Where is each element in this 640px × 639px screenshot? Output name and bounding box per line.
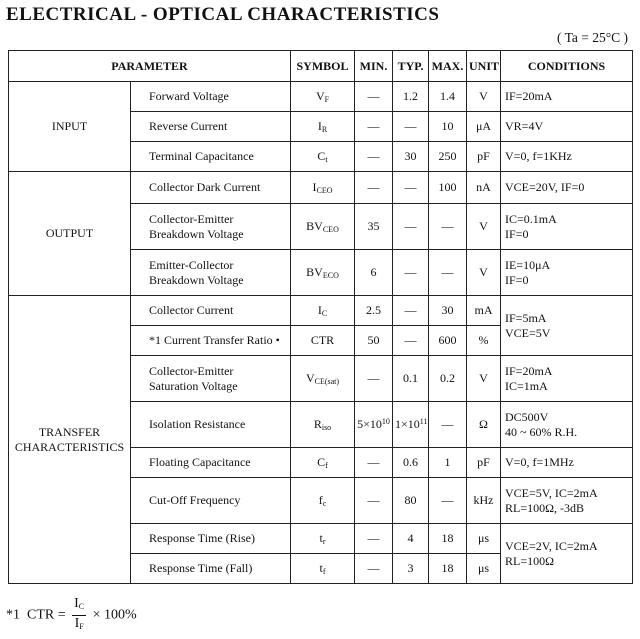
ctr-fraction bbox=[72, 596, 86, 635]
parameter-name-line2: Saturation Voltage bbox=[149, 378, 238, 393]
parameter-name: Reverse Current bbox=[149, 119, 228, 133]
condition-line: V=0, f=1KHz bbox=[505, 149, 572, 163]
parameter-cell bbox=[131, 112, 291, 142]
symbol-subscript: t bbox=[325, 154, 328, 164]
symbol-main: t bbox=[319, 560, 323, 575]
parameter-name: Terminal Capacitance bbox=[149, 149, 254, 163]
parameter-cell bbox=[131, 204, 291, 250]
unit-cell: μA bbox=[467, 112, 501, 142]
characteristics-table bbox=[8, 50, 633, 584]
min-cell bbox=[355, 112, 393, 142]
table-row bbox=[9, 172, 633, 204]
header-max: MAX. bbox=[429, 51, 467, 82]
header-parameter: PARAMETER bbox=[9, 51, 291, 82]
header-symbol: SYMBOL bbox=[291, 51, 355, 82]
condition-line-2: IC=1mA bbox=[505, 378, 548, 393]
unit-cell: nA bbox=[467, 172, 501, 204]
max-value: — bbox=[441, 493, 454, 507]
max-value: 600 bbox=[438, 333, 457, 347]
min-value: 50 bbox=[367, 333, 380, 347]
condition-line: IF=20mA bbox=[505, 89, 553, 103]
parameter-cell bbox=[131, 356, 291, 402]
symbol-cell bbox=[291, 326, 355, 356]
max-value: 1.4 bbox=[440, 89, 456, 103]
min-cell bbox=[355, 524, 393, 554]
min-value: — bbox=[367, 493, 380, 507]
typ-exponent: 11 bbox=[419, 417, 428, 426]
condition-line: VR=4V bbox=[505, 119, 544, 133]
unit-cell: pF bbox=[467, 448, 501, 478]
condition-line: IC=0.1mA bbox=[505, 211, 557, 226]
min-cell bbox=[355, 326, 393, 356]
symbol-cell bbox=[291, 142, 355, 172]
conditions-cell bbox=[501, 296, 633, 356]
max-value: 30 bbox=[441, 303, 454, 317]
unit-cell: mA bbox=[467, 296, 501, 326]
symbol-main: I bbox=[317, 302, 322, 317]
condition-line: IF=5mA bbox=[505, 310, 547, 325]
symbol-main: I bbox=[312, 179, 317, 194]
symbol-main: BV bbox=[306, 218, 323, 233]
condition-line: IE=10μA bbox=[505, 257, 551, 272]
max-cell bbox=[429, 554, 467, 584]
typ-value: — bbox=[404, 119, 417, 133]
parameter-name-line2: Breakdown Voltage bbox=[149, 226, 244, 241]
symbol-cell bbox=[291, 112, 355, 142]
min-cell bbox=[355, 402, 393, 448]
max-cell bbox=[429, 82, 467, 112]
typ-cell bbox=[393, 356, 429, 402]
condition-line-2: IF=0 bbox=[505, 272, 529, 287]
min-cell bbox=[355, 250, 393, 296]
typ-value: 4 bbox=[407, 531, 414, 545]
symbol-subscript: iso bbox=[321, 422, 332, 432]
symbol-cell bbox=[291, 82, 355, 112]
condition-line-2: RL=100Ω bbox=[505, 553, 555, 568]
conditions-cell bbox=[501, 82, 633, 112]
unit-cell: V bbox=[467, 250, 501, 296]
fraction-numerator: $I_C$ bbox=[72, 596, 86, 616]
parameter-name: Response Time (Rise) bbox=[149, 531, 256, 545]
min-value: — bbox=[367, 180, 380, 194]
ctr-footnote bbox=[6, 596, 137, 635]
group-label: CHARACTERISTICS bbox=[14, 439, 125, 454]
parameter-name: Floating Capacitance bbox=[149, 455, 251, 469]
page-title: ELECTRICAL - OPTICAL CHARACTERISTICS bbox=[6, 4, 440, 25]
symbol-cell bbox=[291, 524, 355, 554]
min-cell bbox=[355, 478, 393, 524]
unit-cell: μs bbox=[467, 524, 501, 554]
unit-cell: μs bbox=[467, 554, 501, 584]
symbol-cell bbox=[291, 250, 355, 296]
typ-cell bbox=[393, 204, 429, 250]
footnote-rhs: × 100% bbox=[92, 607, 137, 623]
typ-cell bbox=[393, 296, 429, 326]
condition-line-2: IF=0 bbox=[505, 226, 529, 241]
unit-cell: V bbox=[467, 204, 501, 250]
symbol-cell bbox=[291, 402, 355, 448]
parameter-name: Collector-Emitter bbox=[149, 211, 234, 226]
unit-cell: V bbox=[467, 82, 501, 112]
ambient-condition: ( Ta = 25°C ) bbox=[556, 30, 628, 45]
parameter-name: Response Time (Fall) bbox=[149, 561, 253, 575]
parameter-cell bbox=[131, 448, 291, 478]
parameter-name: *1 Current Transfer Ratio • bbox=[149, 333, 280, 347]
max-value: — bbox=[441, 219, 454, 233]
group-transfer bbox=[9, 296, 131, 584]
symbol-subscript: f bbox=[322, 566, 326, 576]
parameter-cell bbox=[131, 402, 291, 448]
parameter-name: Forward Voltage bbox=[149, 89, 229, 103]
symbol-main: V bbox=[315, 88, 325, 103]
min-value: — bbox=[367, 531, 380, 545]
table-row bbox=[9, 82, 633, 112]
max-value: 0.2 bbox=[440, 371, 456, 385]
parameter-name-line2: Breakdown Voltage bbox=[149, 272, 244, 287]
typ-cell bbox=[393, 554, 429, 584]
symbol-main: f bbox=[318, 492, 323, 507]
parameter-name: Collector Current bbox=[149, 303, 234, 317]
max-cell bbox=[429, 172, 467, 204]
min-cell bbox=[355, 82, 393, 112]
typ-cell bbox=[393, 478, 429, 524]
typ-value: 30 bbox=[404, 149, 417, 163]
condition-line-2: RL=100Ω, -3dB bbox=[505, 500, 585, 515]
symbol-subscript: CEO bbox=[316, 185, 333, 195]
max-value: 18 bbox=[441, 561, 454, 575]
min-value: — bbox=[367, 149, 380, 163]
typ-value: — bbox=[404, 333, 417, 347]
condition-line: IF=20mA bbox=[505, 363, 553, 378]
symbol-main: C bbox=[317, 454, 326, 469]
min-value: — bbox=[367, 455, 380, 469]
typ-cell bbox=[393, 142, 429, 172]
min-value: — bbox=[367, 371, 380, 385]
symbol-cell bbox=[291, 172, 355, 204]
header-min: MIN. bbox=[355, 51, 393, 82]
conditions-cell bbox=[501, 250, 633, 296]
symbol-main: t bbox=[319, 530, 323, 545]
max-cell bbox=[429, 448, 467, 478]
parameter-name: Collector-Emitter bbox=[149, 363, 234, 378]
min-cell bbox=[355, 448, 393, 478]
condition-line: VCE=20V, IF=0 bbox=[505, 180, 585, 194]
max-value: 18 bbox=[441, 531, 454, 545]
typ-value: 1×10 bbox=[395, 417, 420, 431]
conditions-cell bbox=[501, 478, 633, 524]
max-value: 250 bbox=[438, 149, 457, 163]
symbol-main: V bbox=[305, 370, 315, 385]
parameter-cell bbox=[131, 326, 291, 356]
parameter-cell bbox=[131, 296, 291, 326]
typ-cell bbox=[393, 112, 429, 142]
typ-value: 0.6 bbox=[403, 455, 419, 469]
parameter-cell bbox=[131, 554, 291, 584]
max-cell bbox=[429, 296, 467, 326]
condition-line: VCE=5V, IC=2mA bbox=[505, 485, 598, 500]
symbol-cell bbox=[291, 204, 355, 250]
min-cell bbox=[355, 554, 393, 584]
typ-value: — bbox=[404, 180, 417, 194]
typ-cell bbox=[393, 524, 429, 554]
symbol-subscript: R bbox=[321, 124, 328, 134]
conditions-cell bbox=[501, 524, 633, 584]
max-cell bbox=[429, 524, 467, 554]
parameter-cell bbox=[131, 142, 291, 172]
symbol-cell bbox=[291, 296, 355, 326]
max-cell bbox=[429, 478, 467, 524]
typ-cell bbox=[393, 172, 429, 204]
max-value: — bbox=[441, 265, 454, 279]
unit-cell: % bbox=[467, 326, 501, 356]
footnote-mark: *1 bbox=[6, 607, 20, 623]
typ-cell bbox=[393, 402, 429, 448]
condition-line-2: VCE=5V bbox=[505, 325, 551, 340]
min-cell bbox=[355, 172, 393, 204]
symbol-cell bbox=[291, 554, 355, 584]
parameter-cell bbox=[131, 524, 291, 554]
unit-cell: V bbox=[467, 356, 501, 402]
unit-cell: pF bbox=[467, 142, 501, 172]
min-exponent: 10 bbox=[381, 417, 390, 426]
min-value: — bbox=[367, 119, 380, 133]
conditions-cell bbox=[501, 356, 633, 402]
max-cell bbox=[429, 402, 467, 448]
parameter-cell bbox=[131, 250, 291, 296]
symbol-subscript: ECO bbox=[322, 270, 339, 280]
parameter-name: Cut-Off Frequency bbox=[149, 493, 241, 507]
conditions-cell bbox=[501, 448, 633, 478]
max-value: — bbox=[441, 417, 454, 431]
max-cell bbox=[429, 112, 467, 142]
header-typ: TYP. bbox=[393, 51, 429, 82]
symbol-subscript: r bbox=[322, 536, 326, 546]
footnote-lhs: CTR = bbox=[27, 607, 66, 623]
max-cell bbox=[429, 142, 467, 172]
conditions-cell bbox=[501, 112, 633, 142]
conditions-cell bbox=[501, 204, 633, 250]
max-value: 10 bbox=[441, 119, 454, 133]
conditions-cell bbox=[501, 172, 633, 204]
condition-line: V=0, f=1MHz bbox=[505, 455, 574, 469]
group-input: INPUT bbox=[9, 82, 131, 172]
typ-cell bbox=[393, 250, 429, 296]
typ-value: — bbox=[404, 303, 417, 317]
condition-line-2: 40 ~ 60% R.H. bbox=[505, 424, 578, 439]
min-cell bbox=[355, 142, 393, 172]
max-cell bbox=[429, 204, 467, 250]
min-value: — bbox=[367, 89, 380, 103]
min-cell bbox=[355, 204, 393, 250]
symbol-cell bbox=[291, 478, 355, 524]
table-row bbox=[9, 296, 633, 326]
header-unit: UNIT bbox=[467, 51, 501, 82]
max-value: 100 bbox=[438, 180, 457, 194]
typ-value: 1.2 bbox=[403, 89, 419, 103]
conditions-cell bbox=[501, 142, 633, 172]
fraction-denominator: $I_F$ bbox=[74, 616, 84, 631]
header-conditions: CONDITIONS bbox=[501, 51, 633, 82]
min-cell bbox=[355, 296, 393, 326]
max-value: 1 bbox=[444, 455, 451, 469]
unit-cell: Ω bbox=[467, 402, 501, 448]
header-row bbox=[9, 51, 633, 82]
symbol-subscript: f bbox=[325, 460, 328, 470]
symbol-subscript: c bbox=[322, 498, 327, 508]
typ-value: 0.1 bbox=[403, 371, 419, 385]
symbol-cell bbox=[291, 356, 355, 402]
max-cell bbox=[429, 326, 467, 356]
unit-cell: kHz bbox=[467, 478, 501, 524]
min-value: — bbox=[367, 561, 380, 575]
min-cell bbox=[355, 356, 393, 402]
typ-value: — bbox=[404, 265, 417, 279]
symbol-subscript: C bbox=[321, 308, 328, 318]
group-output: OUTPUT bbox=[9, 172, 131, 296]
typ-cell bbox=[393, 82, 429, 112]
symbol-subscript: F bbox=[324, 94, 330, 104]
symbol-subscript: CEO bbox=[322, 224, 339, 234]
min-value: 35 bbox=[367, 219, 380, 233]
symbol-cell bbox=[291, 448, 355, 478]
symbol-main: C bbox=[317, 148, 326, 163]
max-cell bbox=[429, 356, 467, 402]
symbol-main: R bbox=[313, 416, 322, 431]
typ-cell bbox=[393, 448, 429, 478]
parameter-cell bbox=[131, 478, 291, 524]
conditions-cell bbox=[501, 402, 633, 448]
symbol-main: CTR bbox=[310, 333, 335, 347]
typ-value: 80 bbox=[404, 493, 417, 507]
condition-line: VCE=2V, IC=2mA bbox=[505, 538, 598, 553]
parameter-name: Emitter-Collector bbox=[149, 257, 234, 272]
parameter-cell bbox=[131, 82, 291, 112]
parameter-name: Collector Dark Current bbox=[149, 180, 261, 194]
condition-line: DC500V bbox=[505, 409, 549, 424]
parameter-cell bbox=[131, 172, 291, 204]
symbol-subscript: CE(sat) bbox=[314, 376, 340, 386]
typ-value: 3 bbox=[407, 561, 414, 575]
min-value: 5×10 bbox=[357, 417, 382, 431]
group-label: TRANSFER bbox=[38, 424, 101, 439]
typ-cell bbox=[393, 326, 429, 356]
parameter-name: Isolation Resistance bbox=[149, 417, 246, 431]
symbol-main: I bbox=[317, 118, 322, 133]
min-value: 2.5 bbox=[366, 303, 382, 317]
min-value: 6 bbox=[370, 265, 377, 279]
symbol-main: BV bbox=[306, 264, 323, 279]
typ-value: — bbox=[404, 219, 417, 233]
max-cell bbox=[429, 250, 467, 296]
